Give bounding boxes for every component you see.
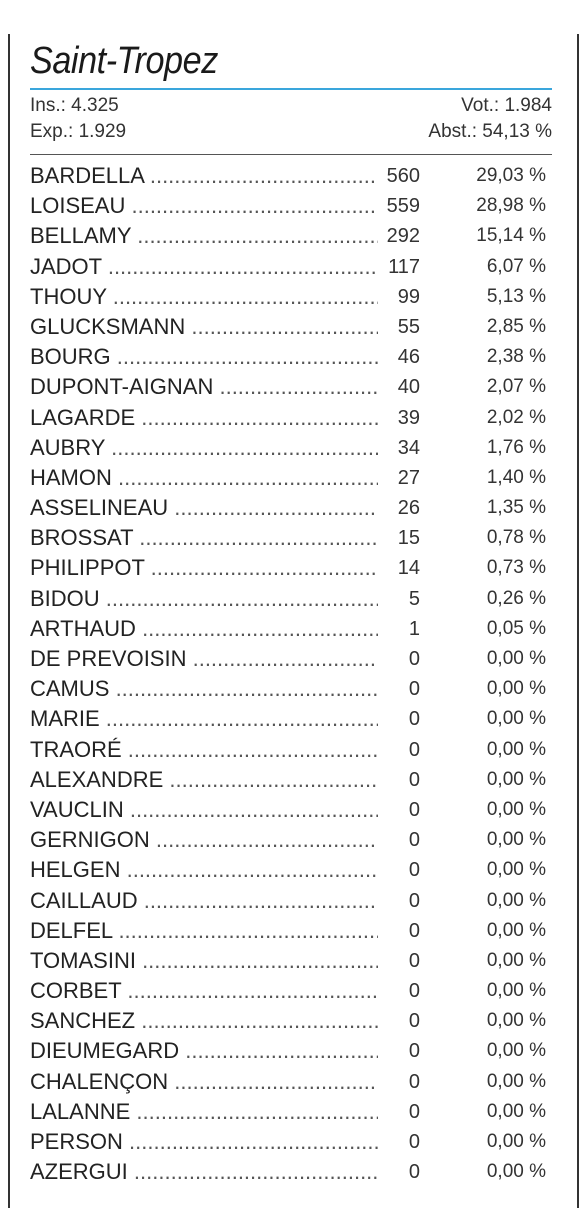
vote-count: 39 bbox=[378, 403, 420, 433]
candidate-name: AUBRY ..... bbox=[30, 433, 418, 463]
vote-count: 99 bbox=[378, 282, 420, 312]
vote-percentage: 0,00 % bbox=[486, 859, 546, 881]
results-list bbox=[30, 155, 552, 1187]
candidate-name: CORBET ..... bbox=[30, 976, 418, 1006]
vote-percentage: 1,76 % bbox=[486, 436, 546, 458]
vote-percentage: 2,38 % bbox=[486, 346, 546, 368]
vote-percentage: 0,00 % bbox=[486, 919, 546, 941]
result-row bbox=[30, 916, 552, 946]
vote-percentage: 0,00 % bbox=[486, 678, 546, 700]
vote-percentage: 0,00 % bbox=[486, 980, 546, 1002]
candidate-name: VAUCLIN ..... bbox=[30, 795, 418, 825]
vote-count: 0 bbox=[378, 946, 420, 976]
vote-count: 0 bbox=[378, 1157, 420, 1187]
vote-count: 55 bbox=[378, 312, 420, 342]
vote-count: 0 bbox=[378, 674, 420, 704]
result-row bbox=[30, 433, 552, 463]
result-row bbox=[30, 252, 552, 282]
result-row bbox=[30, 735, 552, 765]
candidate-name: ASSELINEAU ..... bbox=[30, 493, 418, 523]
vote-count: 0 bbox=[378, 1006, 420, 1036]
result-row bbox=[30, 463, 552, 493]
commune-title: Saint-Tropez bbox=[30, 40, 218, 82]
result-row bbox=[30, 765, 552, 795]
vote-percentage: 0,00 % bbox=[486, 829, 546, 851]
vote-count: 0 bbox=[378, 704, 420, 734]
result-row bbox=[30, 1097, 552, 1127]
candidate-name: LALANNE ..... bbox=[30, 1097, 418, 1127]
candidate-name: GLUCKSMANN ..... bbox=[30, 312, 418, 342]
turnout-summary bbox=[30, 90, 552, 154]
candidate-name: DE PREVOISIN ..... bbox=[30, 644, 418, 674]
vote-count: 34 bbox=[378, 433, 420, 463]
candidate-name: DIEUMEGARD ..... bbox=[30, 1036, 418, 1066]
vote-percentage: 0,00 % bbox=[486, 708, 546, 730]
right-column-rule bbox=[577, 34, 579, 1208]
vote-percentage: 2,07 % bbox=[486, 376, 546, 398]
candidate-name: TRAORÉ ..... bbox=[30, 735, 418, 765]
vote-count: 5 bbox=[378, 584, 420, 614]
vote-count: 0 bbox=[378, 855, 420, 885]
vote-count: 0 bbox=[378, 916, 420, 946]
candidate-name: TOMASINI ..... bbox=[30, 946, 418, 976]
candidate-name: BROSSAT ..... bbox=[30, 523, 418, 553]
result-row bbox=[30, 1157, 552, 1187]
commune-results-panel bbox=[30, 36, 552, 1187]
result-row bbox=[30, 1036, 552, 1066]
result-row bbox=[30, 191, 552, 221]
candidate-name: AZERGUI ..... bbox=[30, 1157, 418, 1187]
candidate-name: PHILIPPOT ..... bbox=[30, 553, 418, 583]
vote-percentage: 0,00 % bbox=[486, 798, 546, 820]
vote-percentage: 0,00 % bbox=[486, 1100, 546, 1122]
vote-count: 15 bbox=[378, 523, 420, 553]
candidate-name: LOISEAU ..... bbox=[30, 191, 418, 221]
vote-count: 14 bbox=[378, 553, 420, 583]
result-row bbox=[30, 704, 552, 734]
vote-percentage: 0,26 % bbox=[486, 587, 546, 609]
abstention-rate: Abst.: 54,13 % bbox=[428, 121, 552, 142]
vote-count: 0 bbox=[378, 825, 420, 855]
candidate-name: HAMON ..... bbox=[30, 463, 418, 493]
result-row bbox=[30, 523, 552, 553]
candidate-name: THOUY ..... bbox=[30, 282, 418, 312]
candidate-name: ALEXANDRE ..... bbox=[30, 765, 418, 795]
candidate-name: CAILLAUD ..... bbox=[30, 886, 418, 916]
result-row bbox=[30, 493, 552, 523]
result-row bbox=[30, 946, 552, 976]
vote-count: 292 bbox=[378, 221, 420, 251]
vote-percentage: 0,00 % bbox=[486, 1040, 546, 1062]
candidate-name: CAMUS ..... bbox=[30, 674, 418, 704]
candidate-name: GERNIGON ..... bbox=[30, 825, 418, 855]
result-row bbox=[30, 1006, 552, 1036]
vote-count: 117 bbox=[378, 252, 420, 282]
result-row bbox=[30, 1127, 552, 1157]
vote-percentage: 0,00 % bbox=[486, 1070, 546, 1092]
vote-percentage: 5,13 % bbox=[486, 285, 546, 307]
vote-percentage: 28,98 % bbox=[476, 195, 546, 217]
candidate-name: BELLAMY ..... bbox=[30, 221, 418, 251]
vote-count: 27 bbox=[378, 463, 420, 493]
candidate-name: BIDOU ..... bbox=[30, 584, 418, 614]
vote-count: 560 bbox=[378, 161, 420, 191]
result-row bbox=[30, 855, 552, 885]
vote-percentage: 1,40 % bbox=[486, 466, 546, 488]
vote-count: 40 bbox=[378, 372, 420, 402]
result-row bbox=[30, 282, 552, 312]
vote-count: 0 bbox=[378, 1127, 420, 1157]
result-row bbox=[30, 161, 552, 191]
result-row bbox=[30, 403, 552, 433]
candidate-name: HELGEN ..... bbox=[30, 855, 418, 885]
vote-count: 0 bbox=[378, 1067, 420, 1097]
voters-count: Vot.: 1.984 bbox=[461, 95, 552, 116]
result-row bbox=[30, 221, 552, 251]
candidate-name: BOURG ..... bbox=[30, 342, 418, 372]
candidate-name: CHALENÇON ..... bbox=[30, 1067, 418, 1097]
vote-count: 0 bbox=[378, 765, 420, 795]
valid-votes: Exp.: 1.929 bbox=[30, 121, 127, 142]
vote-count: 46 bbox=[378, 342, 420, 372]
vote-percentage: 0,00 % bbox=[486, 1131, 546, 1152]
result-row bbox=[30, 584, 552, 614]
candidate-name: MARIE ..... bbox=[30, 704, 418, 734]
candidate-name: LAGARDE ..... bbox=[30, 403, 418, 433]
vote-count: 0 bbox=[378, 976, 420, 1006]
vote-percentage: 0,00 % bbox=[486, 1161, 546, 1183]
candidate-name: ARTHAUD ..... bbox=[30, 614, 418, 644]
vote-count: 0 bbox=[378, 886, 420, 916]
vote-percentage: 0,00 % bbox=[486, 768, 546, 790]
left-column-rule bbox=[8, 34, 10, 1208]
vote-percentage: 6,07 % bbox=[486, 255, 546, 277]
result-row bbox=[30, 1067, 552, 1097]
candidate-name: BARDELLA ..... bbox=[30, 161, 418, 191]
result-row bbox=[30, 372, 552, 402]
candidate-name: SANCHEZ ..... bbox=[30, 1006, 418, 1036]
vote-percentage: 0,00 % bbox=[486, 648, 546, 669]
vote-percentage: 1,35 % bbox=[486, 497, 546, 519]
vote-percentage: 0,78 % bbox=[486, 527, 546, 549]
result-row bbox=[30, 553, 552, 583]
result-row bbox=[30, 886, 552, 916]
vote-percentage: 29,03 % bbox=[476, 165, 546, 186]
vote-percentage: 2,02 % bbox=[486, 406, 546, 428]
vote-count: 0 bbox=[378, 735, 420, 765]
vote-percentage: 15,14 % bbox=[476, 225, 546, 247]
candidate-name: DUPONT-AIGNAN ..... bbox=[30, 372, 418, 402]
vote-count: 0 bbox=[378, 644, 420, 674]
vote-count: 0 bbox=[378, 795, 420, 825]
result-row bbox=[30, 825, 552, 855]
vote-count: 0 bbox=[378, 1036, 420, 1066]
result-row bbox=[30, 342, 552, 372]
vote-percentage: 0,05 % bbox=[486, 617, 546, 639]
vote-percentage: 0,00 % bbox=[486, 889, 546, 911]
vote-count: 1 bbox=[378, 614, 420, 644]
result-row bbox=[30, 312, 552, 342]
candidate-name: JADOT ..... bbox=[30, 252, 418, 282]
candidate-name: PERSON ..... bbox=[30, 1127, 418, 1157]
vote-count: 0 bbox=[378, 1097, 420, 1127]
vote-count: 559 bbox=[378, 191, 420, 221]
result-row bbox=[30, 614, 552, 644]
result-row bbox=[30, 644, 552, 674]
vote-percentage: 0,73 % bbox=[486, 557, 546, 579]
candidate-name: DELFEL ..... bbox=[30, 916, 418, 946]
result-row bbox=[30, 795, 552, 825]
vote-percentage: 0,00 % bbox=[486, 738, 546, 760]
result-row bbox=[30, 976, 552, 1006]
vote-percentage: 0,00 % bbox=[486, 949, 546, 971]
registered-voters: Ins.: 4.325 bbox=[30, 95, 119, 116]
result-row bbox=[30, 674, 552, 704]
vote-percentage: 2,85 % bbox=[486, 315, 546, 337]
vote-count: 26 bbox=[378, 493, 420, 523]
vote-percentage: 0,00 % bbox=[486, 1010, 546, 1032]
